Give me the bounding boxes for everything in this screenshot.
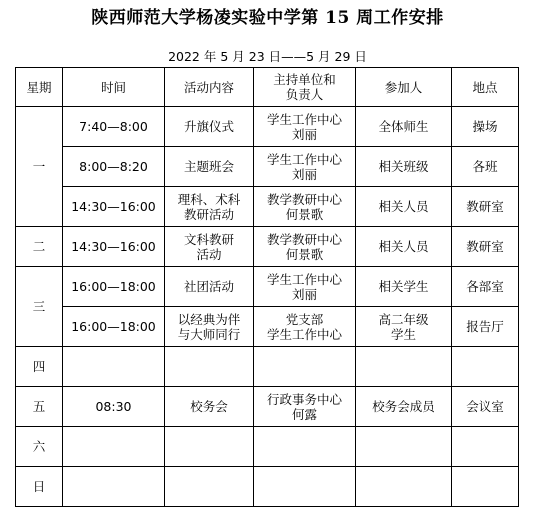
empty-cell [356,467,452,507]
empty-cell [254,467,356,507]
table-row [16,427,519,467]
host-line: 刘丽 [291,166,317,182]
time-cell: 08:30 [63,387,165,427]
host-line: 学生工作中心 [266,151,342,167]
empty-cell [165,347,254,387]
participants-cell [356,267,452,307]
activity-cell [165,227,254,267]
day-cell-sat: 六 [16,427,63,467]
host-cell [254,307,356,347]
participants-line: 相关班级 [378,159,429,174]
activity-line: 理科、术科 [177,191,241,207]
time-cell: 16:00—18:00 [63,307,165,347]
host-cell [254,187,356,227]
participants-line: 校务会成员 [372,399,435,414]
participants-line: 相关学生 [378,279,429,294]
location-cell: 各班 [452,147,519,187]
location-cell: 操场 [452,107,519,147]
header-row [16,68,519,107]
participants-line: 学生 [390,326,416,342]
table-row [16,307,519,347]
table-row [16,467,519,507]
host-cell [254,267,356,307]
header-host-line: 负责人 [285,87,324,102]
activity-line: 升旗仪式 [183,119,234,134]
activity-line: 以经典为伴 [177,311,241,327]
participants-line: 相关人员 [378,199,429,214]
empty-cell [63,347,165,387]
host-cell [254,147,356,187]
activity-line: 社团活动 [183,279,234,294]
host-cell [254,387,356,427]
host-line: 行政事务中心 [266,391,342,407]
location-cell: 教研室 [452,187,519,227]
empty-cell [63,467,165,507]
host-line: 学生工作中心 [266,271,342,287]
empty-cell [452,427,519,467]
empty-cell [165,467,254,507]
day-cell-wed: 三 [16,267,63,347]
activity-line: 校务会 [190,399,228,414]
table-row [16,147,519,187]
activity-cell [165,107,254,147]
table-row [16,227,519,267]
table-row [16,187,519,227]
participants-cell [356,307,452,347]
header-location: 地点 [452,68,519,107]
table-row [16,387,519,427]
host-cell [254,107,356,147]
header-participants: 参加人 [356,68,452,107]
date-range: 2022 年 5 月 23 日——5 月 29 日 [168,49,367,64]
participants-line: 相关人员 [378,239,429,254]
activity-line: 与大师同行 [177,326,241,342]
participants-cell [356,227,452,267]
host-line: 党支部 [285,311,324,327]
schedule-table [15,67,519,507]
activity-line: 主题班会 [183,159,234,174]
empty-cell [254,347,356,387]
activity-cell [165,187,254,227]
activity-cell [165,267,254,307]
host-line: 刘丽 [291,126,317,142]
host-line: 学生工作中心 [266,326,342,342]
location-cell: 会议室 [452,387,519,427]
time-cell: 14:30—16:00 [63,227,165,267]
host-line: 教学教研中心 [266,191,342,207]
time-cell: 7:40—8:00 [63,107,165,147]
location-cell: 教研室 [452,227,519,267]
host-line: 何露 [291,406,317,422]
host-line: 学生工作中心 [266,111,342,127]
participants-line: 高二年级 [378,311,429,327]
empty-cell [452,347,519,387]
time-cell: 16:00—18:00 [63,267,165,307]
table-row [16,347,519,387]
participants-line: 全体师生 [378,119,429,134]
activity-line: 教研活动 [183,206,234,222]
empty-cell [63,427,165,467]
activity-cell [165,147,254,187]
empty-cell [452,467,519,507]
header-host [254,68,356,107]
time-cell: 8:00—8:20 [63,147,165,187]
header-time: 时间 [63,68,165,107]
header-host-line: 主持单位和 [273,72,336,87]
day-cell-thu: 四 [16,347,63,387]
day-cell-sun: 日 [16,467,63,507]
participants-cell [356,387,452,427]
day-cell-mon: 一 [16,107,63,227]
host-line: 何景歌 [285,206,324,222]
activity-line: 活动 [196,246,222,262]
header-day: 星期 [16,68,63,107]
location-cell: 各部室 [452,267,519,307]
activity-cell [165,387,254,427]
day-cell-fri: 五 [16,387,63,427]
day-cell-tue: 二 [16,227,63,267]
activity-line: 文科教研 [183,231,234,247]
host-line: 刘丽 [291,286,317,302]
location-cell: 报告厅 [452,307,519,347]
header-activity: 活动内容 [165,68,254,107]
host-cell [254,227,356,267]
participants-cell [356,107,452,147]
page-title: 陕西师范大学杨凌实验中学第 15 周工作安排 [91,8,444,28]
participants-cell [356,147,452,187]
time-cell: 14:30—16:00 [63,187,165,227]
host-line: 何景歌 [285,246,324,262]
empty-cell [254,427,356,467]
empty-cell [356,427,452,467]
host-line: 教学教研中心 [266,231,342,247]
activity-cell [165,307,254,347]
empty-cell [165,427,254,467]
table-row [16,267,519,307]
participants-cell [356,187,452,227]
empty-cell [356,347,452,387]
table-row [16,107,519,147]
